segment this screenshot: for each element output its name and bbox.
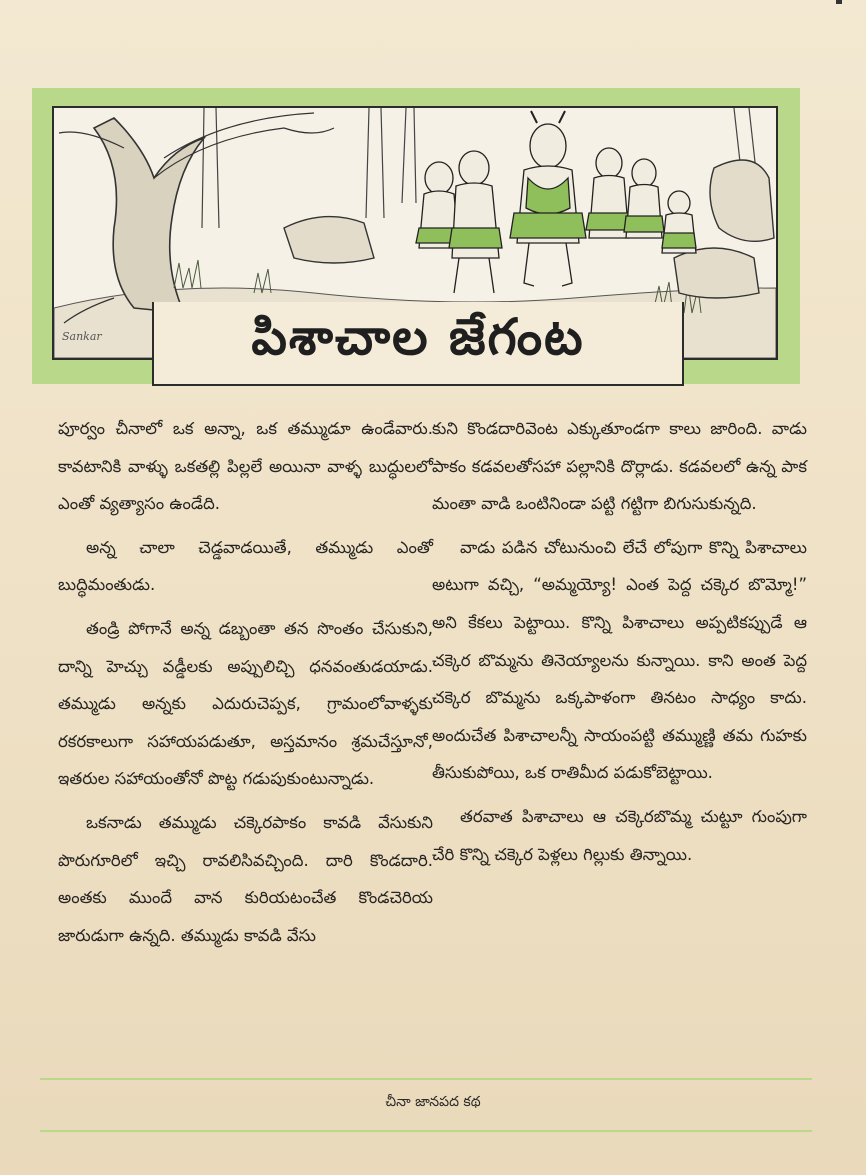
page-title: పిశాచాల జేగంట [251,307,585,366]
footer-rule-bottom [40,1130,812,1132]
story-column-right [432,410,807,879]
paragraph: ఒకనాడు తమ్ముడు చక్కెరపాకం కావడి వేసుకుని పొరుగూరిలో ఇచ్చి రావలిసివచ్చింది. దారి కొండదారి. అంతకు ముందే వాన కురియటంచేత కొండచెరియ జారుడుగా ఉన్నది. తమ్ముడు కావడి వేసు [58,812,433,945]
paragraph: పూర్వం చీనాలో ఒక అన్నా, ఒక తమ్ముడూ ఉండేవారు. కావటానికి వాళ్ళు ఒకతల్లి పిల్లలే అయినా వాళ్ళ బుద్ధులలో ఎంతో వ్యత్యాసం ఉండేది. [58,419,433,514]
paragraph: వాడు పడిన చోటునుంచి లేచే లోపుగా కొన్ని పిశాచాలు అటుగా వచ్చి, “అమ్మయ్యో! ఎంత పెద్ద చక్కెర బొమ్మో!” అని కేకలు పెట్టాయి. కొన్ని పిశాచాలు అప్పటికప్పుడే ఆ చక్కెర బొమ్మను తినెయ్యాలను కున్నాయి. కాని అంత పెద్ద చక్కెర బొమ్మను ఒక్కపాళంగా తినటం సాధ్యం కాదు. అందుచేత పిశాచాలన్నీ సాయంపట్టి తమ్ముణ్ణి తమ గుహకు తీసుకుపోయి, ఒక రాతిమీద పడుకోబెట్టాయి. [432,537,807,783]
artist-signature: Sankar [62,330,102,343]
paragraph: తరవాత పిశాచాలు ఆ చక్కెరబొమ్మ చుట్టూ గుంపుగా చేరి కొన్ని చక్కెర పెళ్లలు గిల్లుకు తిన్నాయి. [432,806,807,864]
paragraph: తండ్రి పోగానే అన్న డబ్బంతా తన సొంతం చేసుకుని, దాన్ని హెచ్చు వడ్డీలకు అప్పులిచ్చి ధనవంతుడయాడు. తమ్ముడు అన్నకు ఎదురుచెప్పక, గ్రామంలోవాళ్ళకు రకరకాలుగా సహాయపడుతూ, అస్తమానం శ్రమచేస్తూనో, ఇతరుల సహాయంతోనో పొట్ట గడుపుకుంటున్నాడు. [58,618,433,789]
story-column-left [58,410,433,960]
title-box [152,302,684,386]
corner-mark [836,0,842,4]
footer-rule-top [40,1078,812,1080]
paragraph: కుని కొండదారివెంట ఎక్కుతూండగా కాలు జారింది. వాడు పాకం కడవలతోసహా పల్లానికి దొర్లాడు. కడవలలో ఉన్న పాక మంతా వాడి ఒంటినిండా పట్టి గట్టిగా బిగుసుకున్నది. [432,419,807,514]
paragraph: అన్న చాలా చెడ్డవాడయితే, తమ్ముడు ఎంతో బుద్ధిమంతుడు. [58,537,433,595]
story-source-caption: చీనా జానపద కథ [385,1094,481,1110]
